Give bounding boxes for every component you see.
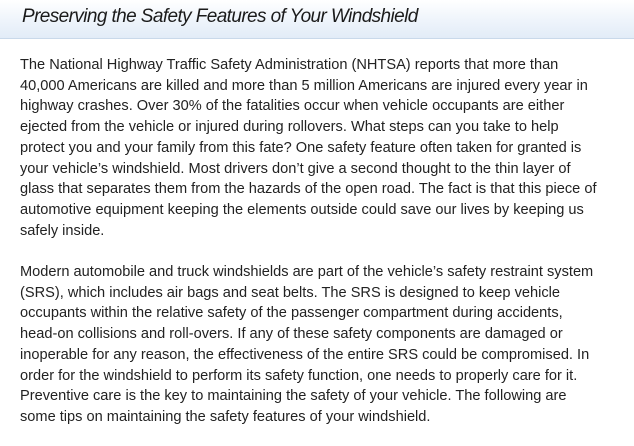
paragraph-line: 40,000 Americans are killed and more than 5 million Americans are injured every year in [20,77,588,94]
paragraph-line: glass that separates them from the hazards of the open road. The fact is that this piece of [20,181,597,198]
paragraph-srs-windshield [20,262,624,428]
paragraph-line: (SRS), which includes air bags and seat belts. The SRS is designed to keep vehicle [20,284,560,301]
paragraph-line: occupants within the relative safety of the passenger compartment during accidents, [20,305,563,322]
paragraph-line: Modern automobile and truck windshields are part of the vehicle’s safety restraint system [20,264,594,281]
paragraph-line: The National Highway Traffic Safety Administration (NHTSA) reports that more than [20,57,559,73]
paragraph-line: your vehicle’s windshield. Most drivers don’t give a second thought to the thin layer of [20,160,571,177]
paragraph-line: order for the windshield to perform its safety function, one needs to properly care for it. [20,367,578,384]
article-title: Preserving the Safety Features of Your Windshield [22,6,418,27]
paragraph-line: inoperable for any reason, the effectiveness of the entire SRS could be compromised. In [20,346,590,363]
paragraph-line: ejected from the vehicle or injured during rollovers. What steps can you take to help [20,119,559,136]
paragraph-line: head-on collisions and roll-overs. If any of these safety components are damaged or [20,326,563,343]
paragraph-line: some tips on maintaining the safety features of your windshield. [20,408,431,425]
paragraph-line: Preventive care is the key to maintaining the safety of your vehicle. The following are [20,388,567,405]
paragraph-nhtsa-statistics [20,55,624,241]
paragraph-line: protect you and your family from this fate? One safety feature often taken for granted is [20,139,582,156]
paragraph-line: highway crashes. Over 30% of the fatalities occur when vehicle occupants are either [20,98,565,115]
paragraph-line: automotive equipment keeping the elements outside could save our lives by keeping us [20,201,584,218]
title-band [0,0,634,39]
article-body [20,55,624,446]
paragraph-line: safely inside. [20,222,105,239]
